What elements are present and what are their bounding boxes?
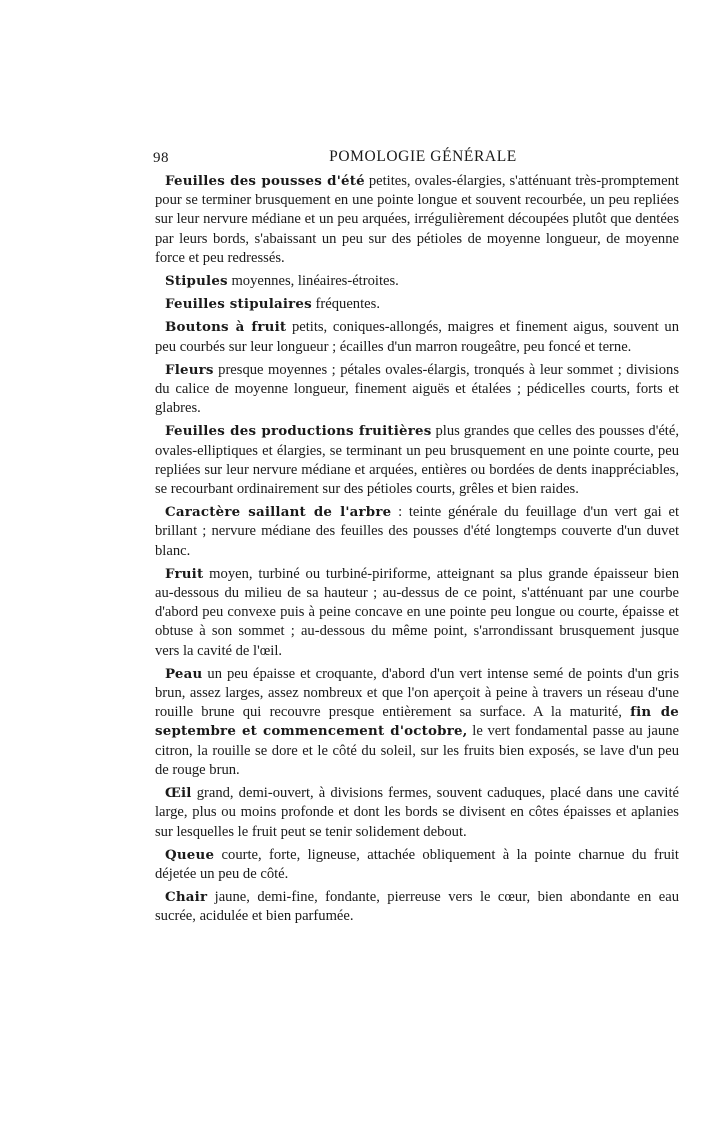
- running-head: [155, 146, 679, 168]
- paragraph-oeil: [155, 784, 679, 842]
- term-heading: Œil: [165, 785, 192, 802]
- term-heading: Chair: [165, 889, 208, 906]
- term-heading: Queue: [165, 846, 215, 863]
- term-heading: Fleurs: [165, 361, 214, 378]
- term-heading: Feuilles des productions fruitières: [165, 423, 432, 440]
- term-heading: Caractère saillant de l'arbre: [165, 504, 392, 521]
- paragraph-feuilles-productions: [155, 422, 679, 499]
- paragraph-boutons: [155, 318, 679, 356]
- paragraph-fruit: [155, 565, 679, 661]
- paragraph-caractere: [155, 503, 679, 561]
- paragraph-text: fréquentes.: [311, 296, 380, 313]
- paragraph-text: moyennes, linéaires-étroites.: [227, 273, 399, 290]
- paragraph-fleurs: [155, 361, 679, 419]
- term-heading: Boutons à fruit: [165, 319, 287, 336]
- paragraph-peau: [155, 665, 679, 780]
- paragraph-text: grand, demi-ouvert, à divisions fermes, souvent caduques, placé dans une cavité large, plus ou moins profonde et dont les bords se divisent en côtes épaisses et aplanies sur lesquelles le fruit peut se tenir solidement debout.: [155, 785, 679, 840]
- paragraph-text: un peu épaisse et croquante, d'abord d'un vert intense semé de points d'un gris brun, assez larges, assez nombreux et que l'on aperçoit à peine à travers un réseau d'une rouille brune qui recouvre presque entièrement sa surface. A la maturité,: [155, 665, 679, 721]
- paragraph-text: petits, coniques-allongés, maigres et finement aigus, souvent un peu courbés sur leur longueur ; écailles d'un marron rougeâtre, peu foncé et terne.: [155, 319, 679, 355]
- running-title: POMOLOGIE GÉNÉRALE: [329, 148, 517, 165]
- page-number: 98: [153, 150, 169, 166]
- paragraph-feuilles-stipulaires: [155, 295, 679, 314]
- term-heading: Feuilles des pousses d'été: [165, 173, 365, 189]
- paragraph-text: moyen, turbiné ou turbiné-piriforme, atteignant sa plus grande épaisseur bien au-dessous du milieu de sa hauteur ; au-dessus de ce point, s'atténuant par une courbe d'abord peu convexe puis à peine concave en une pointe peu longue ou courte, épaisse et obtuse à son sommet ; au-dessous du même point, s'arrondissant brusquement jusque vers la cavité de l'œil.: [155, 565, 679, 659]
- paragraph-text: plus grandes que celles des pousses d'été, ovales-elliptiques et élargies, se terminant un peu brusquement en une pointe courte, peu repliées sur leur nervure médiane et arquées, entières ou bordées de dents inappréciables, se recourbant ordinairement sur des pétioles courts, grêles et bien raides.: [155, 423, 679, 498]
- term-heading: Feuilles stipulaires: [165, 296, 312, 313]
- paragraph-text: le vert fondamental passe au jaune citron, la rouille se dore et le côté du soleil, sur les fruits bien exposés, se lave d'un peu de rouge brun.: [155, 723, 679, 778]
- term-heading: Peau: [165, 665, 203, 682]
- paragraph-text: courte, forte, ligneuse, attachée obliquement à la pointe charnue du fruit déjetée un peu de côté.: [155, 846, 679, 882]
- maturity-period: fin de septembre et commencement d'octobre,: [155, 704, 680, 740]
- term-heading: Stipules: [165, 273, 228, 290]
- paragraph-feuilles-pousses: [155, 172, 679, 268]
- paragraph-text: presque moyennes ; pétales ovales-élargis, tronqués à leur sommet ; divisions du calice de moyenne longueur, finement aiguës et étalées ; pédicelles courts, forts et glabres.: [155, 361, 679, 417]
- paragraph-text: petites, ovales-élargies, s'atténuant très-promptement pour se terminer brusquement en une pointe longue et souvent recourbée, un peu repliées sur leur nervure médiane et un peu arquées, irrégulièrement découpées plutôt que dentées par leurs bords, s'abaissant un peu sur des pétioles de moyenne longueur, de moyenne force et peu redressés.: [155, 173, 679, 266]
- term-heading: Fruit: [165, 565, 204, 582]
- paragraph-text: : teinte générale du feuillage d'un vert gai et brillant ; nervure médiane des feuilles des pousses d'été longtemps couverte d'un duvet blanc.: [155, 504, 679, 559]
- book-page: [155, 146, 679, 931]
- paragraph-queue: [155, 846, 679, 884]
- paragraph-stipules: [155, 272, 679, 291]
- paragraph-text: jaune, demi-fine, fondante, pierreuse vers le cœur, bien abondante en eau sucrée, acidulée et bien parfumée.: [155, 889, 679, 925]
- paragraph-chair: [155, 888, 679, 926]
